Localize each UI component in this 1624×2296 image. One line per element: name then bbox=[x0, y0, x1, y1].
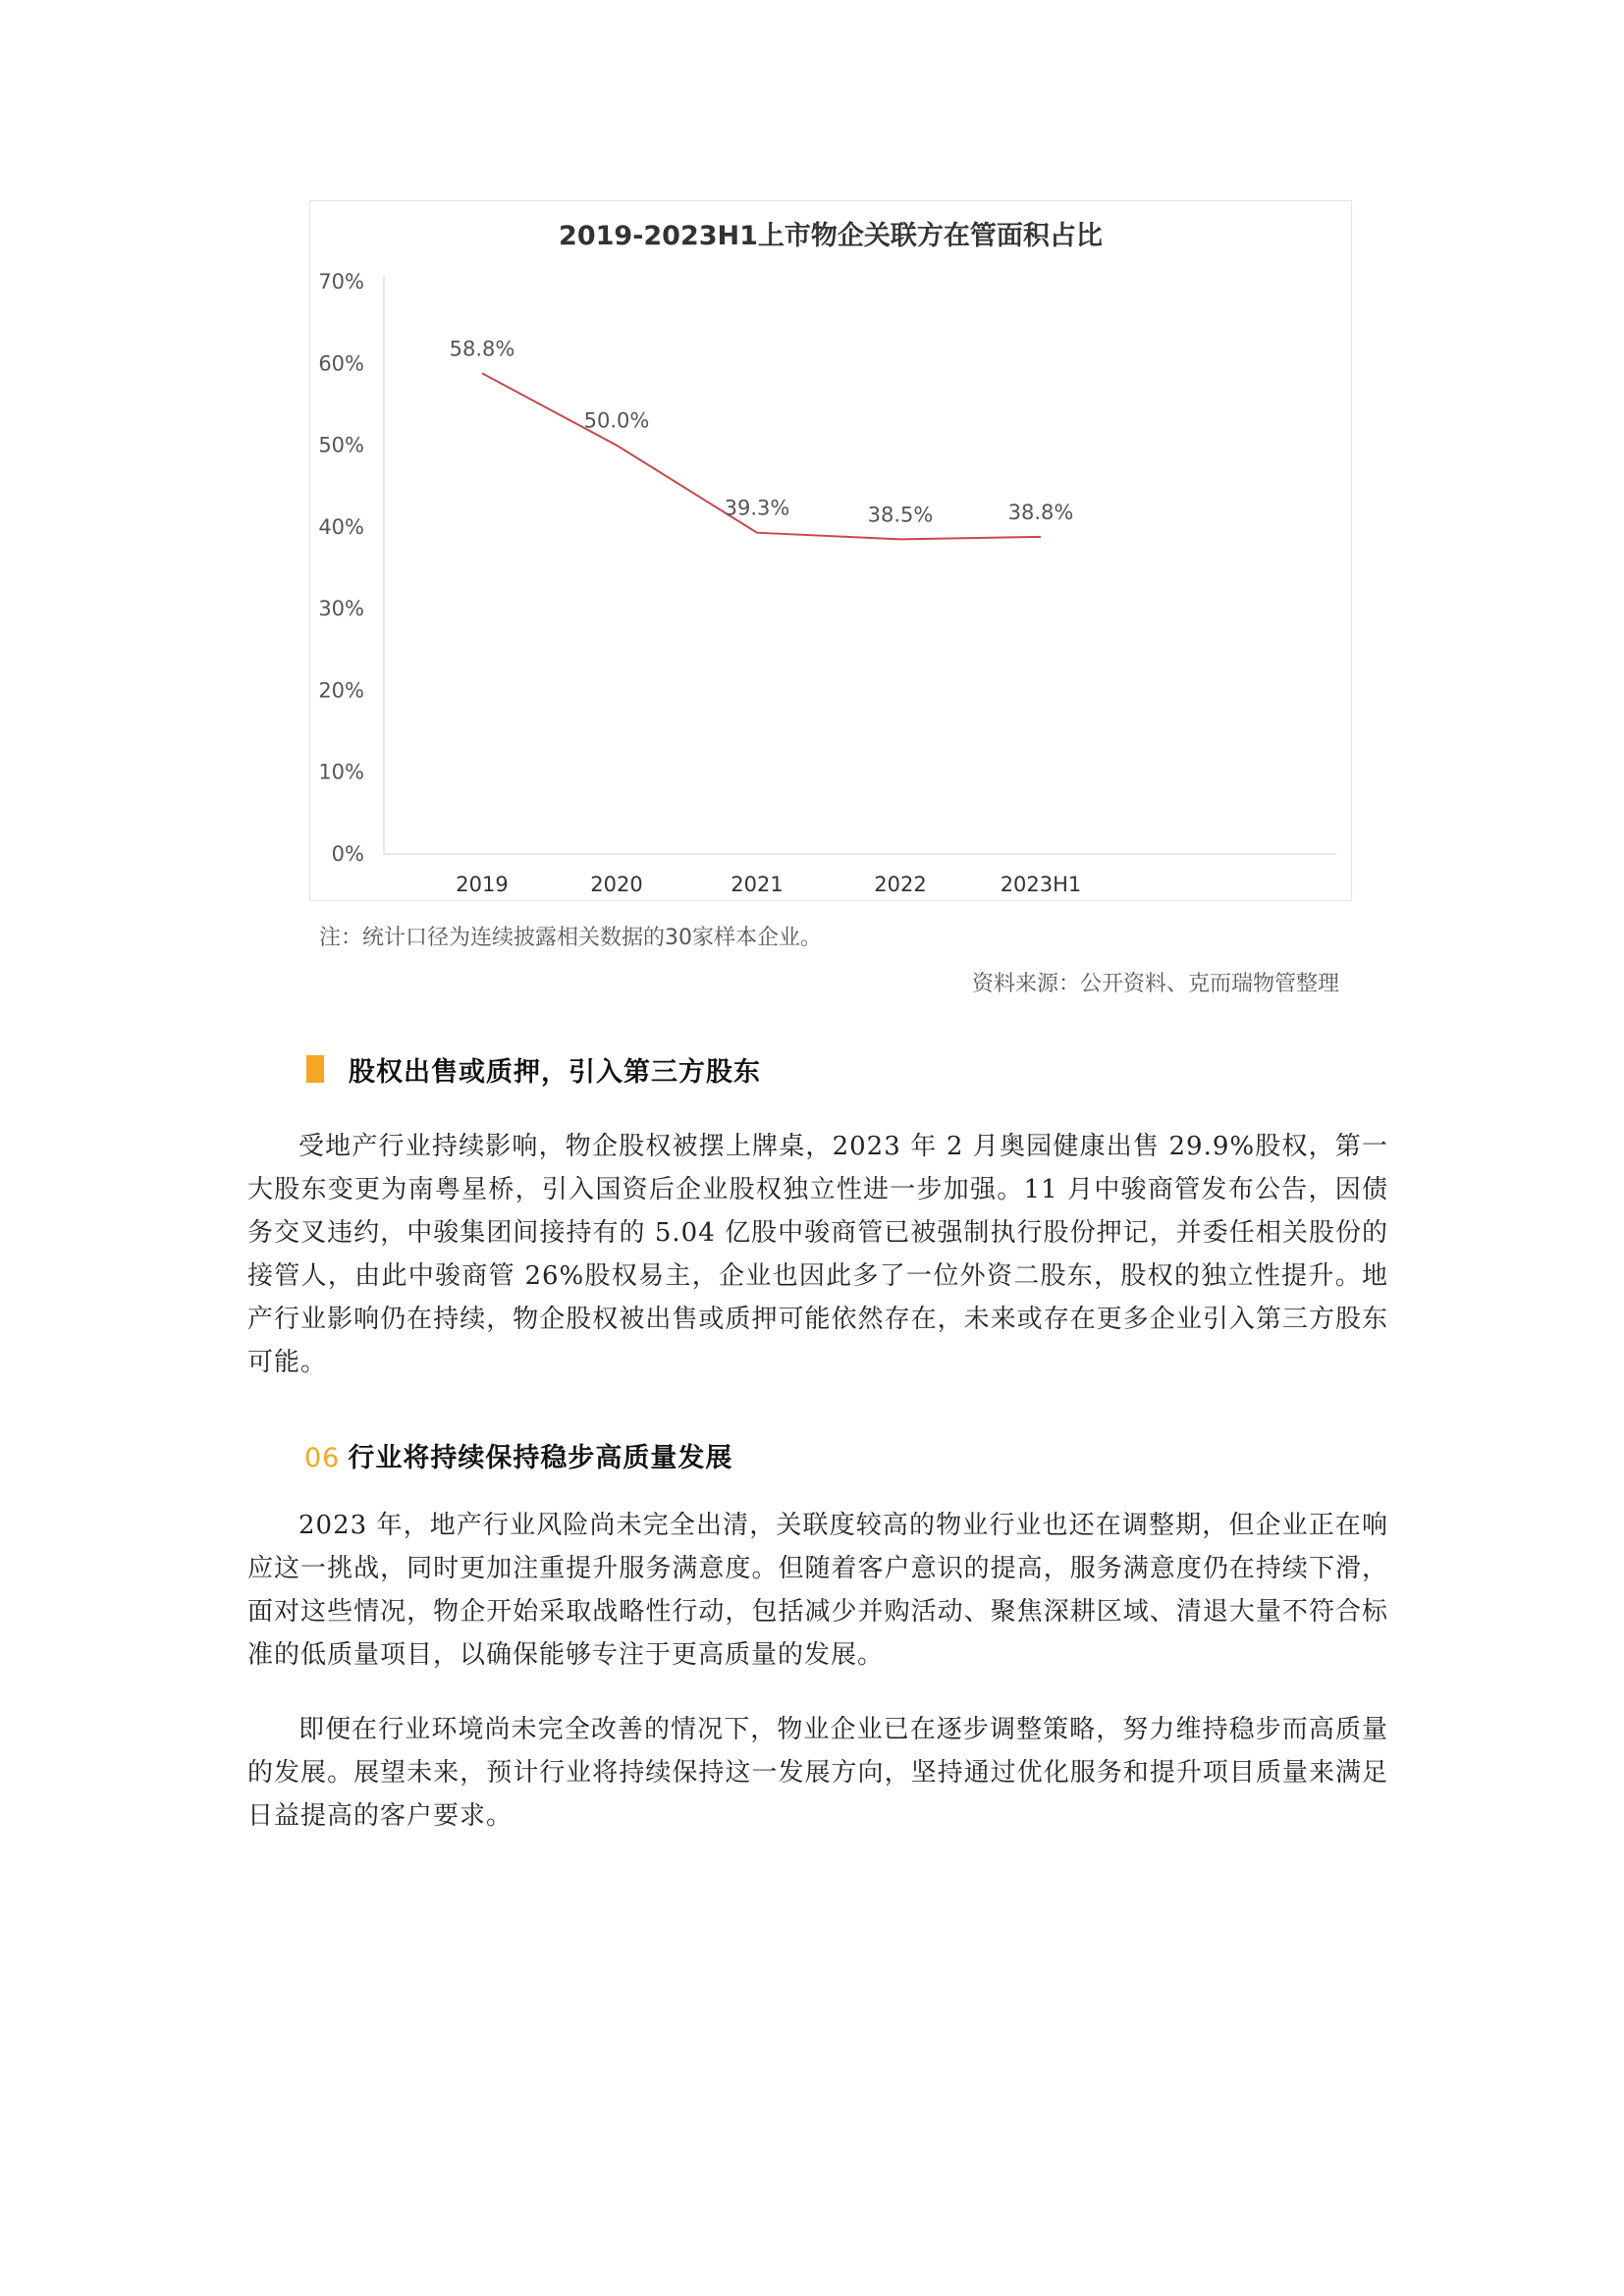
heading-marker-icon bbox=[306, 1055, 324, 1083]
x-tick-label: 2021 bbox=[731, 873, 784, 896]
paragraph-development-2: 即便在行业环境尚未完全改善的情况下，物业企业已在逐步调整策略，努力维持稳步而高质量的发展。展望未来，预计行业将持续保持这一发展方向，坚持通过优化服务和提升项目质量来满足日益提高的客户要求。 bbox=[247, 1715, 1388, 1831]
y-tick-label: 10% bbox=[318, 760, 364, 784]
data-label: 39.3% bbox=[724, 496, 790, 520]
y-tick-label: 60% bbox=[318, 351, 364, 376]
chart-title: 2019-2023H1上市物企关联方在管面积占比 bbox=[559, 221, 1103, 251]
line-chart bbox=[309, 200, 1352, 901]
y-tick-labels bbox=[318, 270, 364, 866]
section-heading-development bbox=[304, 1436, 732, 1474]
x-tick-label: 2022 bbox=[874, 873, 927, 896]
y-tick-label: 70% bbox=[318, 270, 364, 294]
x-tick-label: 2019 bbox=[456, 873, 509, 896]
chart-svg bbox=[310, 201, 1351, 900]
y-tick-label: 30% bbox=[318, 597, 364, 621]
y-tick-label: 20% bbox=[318, 678, 364, 703]
y-tick-label: 40% bbox=[318, 514, 364, 539]
data-labels bbox=[450, 337, 1074, 526]
data-label: 50.0% bbox=[583, 408, 650, 433]
paragraph-development-1: 2023 年，地产行业风险尚未完全出清，关联度较高的物业行业也还在调整期，但企业正在响应这一挑战，同时更加注重提升服务满意度。但随着客户意识的提高，服务满意度仍在持续下滑，面对这些情况，物企开始采取战略性行动，包括减少并购活动、聚焦深耕区域、清退大量不符合标准的低质量项目，以确保能够专注于更高质量的发展。 bbox=[247, 1511, 1388, 1670]
section-heading-text: 行业将持续保持稳步高质量发展 bbox=[348, 1443, 733, 1473]
paragraph-equity: 受地产行业持续影响，物企股权被摆上牌桌，2023 年 2 月奥园健康出售 29.9%股权，第一大股东变更为南粤星桥，引入国资后企业股权独立性进一步加强。11 月中骏商管发布公告，因债务交叉违约，中骏集团间接持有的 5.04 亿股中骏商管已被强制执行股份押记，并委任相关股份的接管人，由此中骏商管 26%股权易主，企业也因此多了一位外资二股东，股权的独立性提升。地产行业影响仍在持续，物企股权被出售或质押可能依然存在，未来或存在更多企业引入第三方股东可能。 bbox=[247, 1132, 1388, 1377]
section-number: 06 bbox=[304, 1443, 341, 1473]
x-tick-labels bbox=[456, 873, 1081, 896]
y-tick-label: 0% bbox=[331, 842, 364, 866]
chart-source: 资料来源：公开资料、克而瑞物管整理 bbox=[971, 972, 1339, 996]
data-label: 38.8% bbox=[1007, 500, 1074, 524]
data-label: 58.8% bbox=[449, 337, 515, 361]
chart-note: 注：统计口径为连续披露相关数据的30家样本企业。 bbox=[319, 926, 822, 950]
y-tick-label: 50% bbox=[318, 433, 364, 457]
data-label: 38.5% bbox=[867, 503, 934, 527]
x-tick-label: 2023H1 bbox=[1000, 873, 1082, 896]
x-tick-label: 2020 bbox=[590, 873, 643, 896]
section-heading-equity: 股权出售或质押，引入第三方股东 bbox=[349, 1057, 761, 1088]
